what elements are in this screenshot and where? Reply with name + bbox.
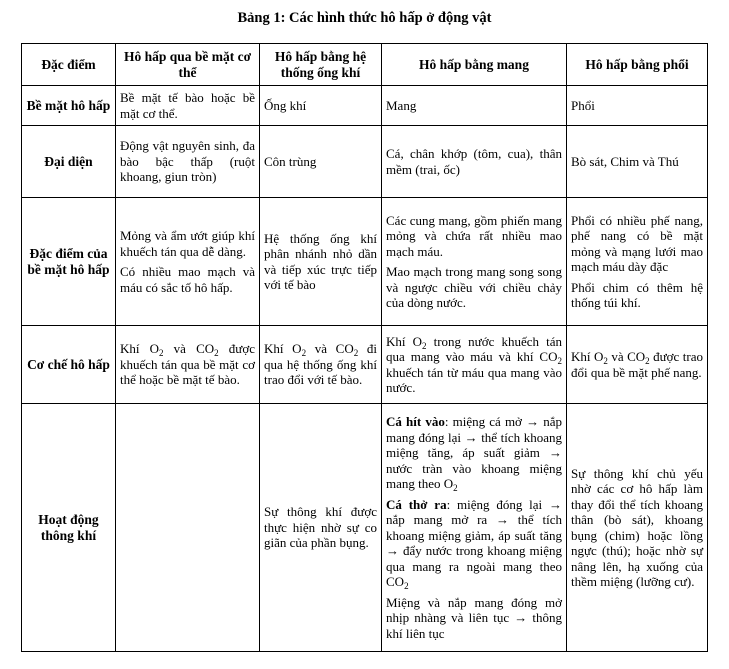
cell [382, 326, 567, 404]
cell-paragraph [386, 414, 562, 492]
text: Khí O [264, 341, 302, 357]
cell: Động vật nguyên sinh, đa bào bậc thấp (ruột khoang, giun tròn) [116, 126, 260, 198]
row-label: Đại diện [22, 126, 116, 198]
row-label: Đặc điểm của bề mặt hô hấp [22, 198, 116, 326]
subscript: 2 [645, 356, 650, 366]
exhale-label: Cá thở ra [386, 496, 447, 512]
text: và CO [163, 341, 215, 357]
cell [116, 198, 260, 326]
row-label: Bề mặt hô hấp [22, 86, 116, 126]
subscript: 2 [557, 356, 562, 366]
cell: Hệ thống ống khí phân nhánh nhỏ dần và tiếp xúc trực tiếp với tế bào [260, 198, 382, 326]
header-lung-respiration: Hô hấp bằng phổi [567, 44, 708, 86]
cell: Cá, chân khớp (tôm, cua), thân mềm (trai, ốc) [382, 126, 567, 198]
cell [382, 404, 567, 652]
table-caption: Bảng 1: Các hình thức hô hấp ở động vật [237, 10, 492, 26]
text: được trao đổi qua bề mặt phế nang. [571, 349, 704, 380]
cell-paragraph [386, 497, 562, 590]
text: Khí O [120, 341, 160, 357]
cell-paragraph: Mao mạch trong mang song song và ngược chiều với chiều chảy của dòng nước. [386, 264, 562, 310]
subscript: 2 [404, 581, 409, 591]
cell: Ống khí [260, 86, 382, 126]
subscript: 2 [159, 348, 164, 359]
cell: Sự thông khí được thực hiện nhờ sự co giãn của phần bụng. [260, 404, 382, 652]
cell-paragraph: Phổi chim có thêm hệ thống túi khí. [571, 279, 703, 310]
cell [382, 198, 567, 326]
row-label: Cơ chế hô hấp [22, 326, 116, 404]
header-gill-respiration: Hô hấp bằng mang [382, 44, 567, 86]
text: khuếch tán từ máu qua mang vào nước. [386, 364, 562, 395]
cell [116, 404, 260, 652]
table-row-surface [22, 86, 708, 126]
row-label: Hoạt động thông khí [22, 404, 116, 652]
header-row [22, 44, 708, 86]
text: Khí O [386, 333, 422, 349]
table-row-mechanism [22, 326, 708, 404]
table-row-ventilation [22, 404, 708, 652]
table-row-representative [22, 126, 708, 198]
text: trong nước khuếch tán qua mang vào máu và khí CO [386, 333, 562, 364]
cell: Bề mặt tế bào hoặc bề mặt cơ thể. [116, 86, 260, 126]
subscript: 2 [422, 340, 427, 351]
text: được khuếch tán qua bề mặt cơ thể hoặc bề mặt tế bào. [120, 341, 255, 388]
header-feature: Đặc điểm [22, 44, 116, 86]
text: và CO [607, 349, 646, 364]
cell-paragraph: Mỏng và ẩm ướt giúp khí khuếch tán qua dễ dàng. [120, 228, 255, 259]
subscript: 2 [353, 348, 359, 359]
cell-paragraph: Các cung mang, gồm phiến mang mỏng và chứa rất nhiều mao mạch máu. [386, 212, 562, 259]
text: đi qua hệ thống ống khí trao đổi với tế bào. [264, 341, 377, 388]
header-tracheal-respiration: Hô hấp bằng hệ thống ống khí [260, 44, 382, 86]
cell: Côn trùng [260, 126, 382, 198]
text: Khí O [571, 349, 604, 364]
cell: Sự thông khí chủ yếu nhờ các cơ hô hấp làm thay đổi thể tích khoang thân (bò sát), khoang bụng (chim) hoặc lồng ngực (thú); hoặc nhờ sự nâng lên, hạ xuống của thềm miệng (lưỡng cư). [567, 404, 708, 652]
inhale-label: Cá hít vào [386, 414, 445, 429]
cell: Bò sát, Chim và Thú [567, 126, 708, 198]
text: : miệng đóng lại → nắp mang mở ra → thể tích khoang miệng giảm, áp suất tăng → đẩy nước trong khoang miệng qua mang ra ngoài mang theo CO [386, 496, 562, 589]
subscript: 2 [214, 348, 219, 359]
subscript: 2 [301, 348, 307, 359]
respiration-table [21, 43, 708, 652]
text: và CO [306, 341, 354, 357]
cell-paragraph: Có nhiều mao mạch và máu có sắc tố hô hấp. [120, 264, 255, 295]
table-row-features [22, 198, 708, 326]
cell [567, 198, 708, 326]
header-surface-respiration: Hô hấp qua bề mặt cơ thể [116, 44, 260, 86]
subscript: 2 [453, 483, 458, 493]
cell [567, 326, 708, 404]
cell: Mang [382, 86, 567, 126]
cell [260, 326, 382, 404]
cell: Phổi [567, 86, 708, 126]
cell-paragraph: Phổi có nhiều phế nang, phế nang có bề mặt mỏng và mạng lưới mao mạch máu dày đặc [571, 212, 703, 274]
cell-paragraph: Miệng và nắp mang đóng mở nhịp nhàng và liên tục → thông khí liên tục [386, 594, 562, 641]
text: : miệng cá mở → nắp mang đóng lại → thể tích khoang miệng tăng, áp suất giảm → nước tràn vào khoang miệng mang theo O [386, 414, 562, 491]
subscript: 2 [603, 356, 608, 366]
cell [116, 326, 260, 404]
